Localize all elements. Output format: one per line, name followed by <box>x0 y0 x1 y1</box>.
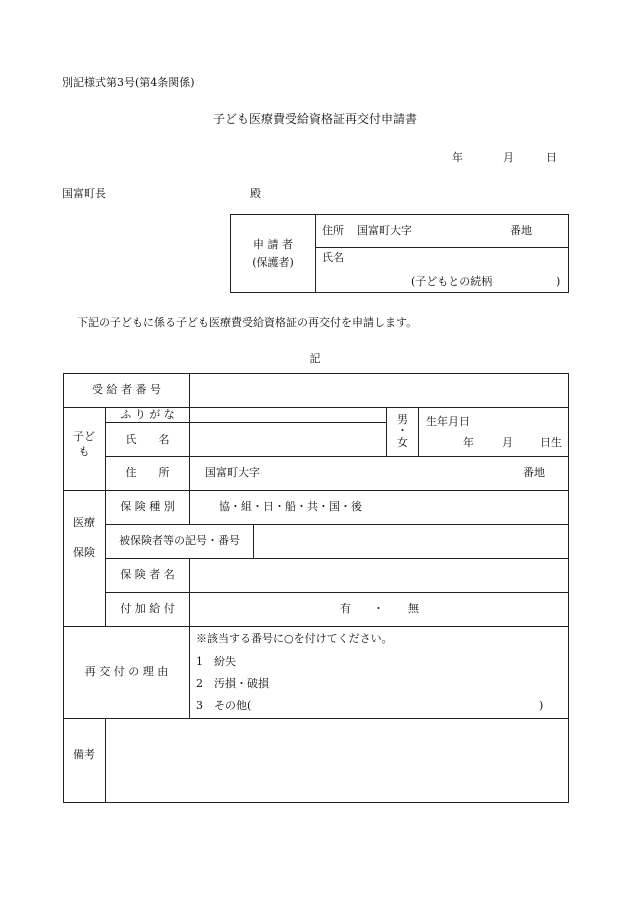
insured-symbol-label: 被保険者等の記号・番号 <box>119 534 240 547</box>
supplementary-no: 無 <box>408 602 419 615</box>
date-month: 月 <box>503 151 514 164</box>
birthdate-label: 生年月日 <box>426 415 470 428</box>
form-number: 別記様式第3号(第4条関係) <box>62 76 195 89</box>
ki-heading: 記 <box>309 352 321 365</box>
child-name-label: 氏 名 <box>125 433 170 446</box>
applicant-name-label: 氏名 <box>322 251 344 264</box>
applicant-sublabel: (保護者) <box>252 256 294 269</box>
insurer-name-label: 保 険 者 名 <box>120 568 175 581</box>
insurance-type-label: 保 険 種 別 <box>120 500 175 513</box>
gender-dot: ・ <box>397 424 408 437</box>
remarks-label: 備考 <box>73 748 95 761</box>
applicant-address-label: 住所 <box>322 224 344 237</box>
date-day: 日 <box>546 151 557 164</box>
reason-option-2: 2 汚損・破損 <box>196 677 269 690</box>
gender-female: 女 <box>397 436 408 449</box>
applicant-relation-close: ) <box>556 275 561 288</box>
applicant-address-suffix: 番地 <box>510 224 532 237</box>
supplementary-yes: 有 <box>340 602 351 615</box>
child-address-suffix: 番地 <box>523 466 545 479</box>
reason-instruction: ※該当する番号に○を付けてください。 <box>196 632 393 645</box>
insurance-group-label: 医療保険 <box>73 516 95 559</box>
insurance-type-options: 協・組・日・船・共・国・後 <box>219 500 362 513</box>
reason-option-3: 3 その他( <box>196 699 252 712</box>
gender-male: 男 <box>397 413 408 426</box>
reason-option-1: 1 紛失 <box>196 655 236 668</box>
birth-day: 日生 <box>540 436 562 449</box>
applicant-address-prefix: 国富町大字 <box>357 224 412 237</box>
recipient-number-label: 受 給 者 番 号 <box>92 383 161 396</box>
child-address-prefix: 国富町大字 <box>205 466 260 479</box>
form-title: 子ども医療費受給資格証再交付申請書 <box>212 112 417 126</box>
supplementary-benefit-label: 付 加 給 付 <box>120 602 175 615</box>
furigana-label: ふ り が な <box>120 408 175 421</box>
reason-option-3-close: ) <box>539 699 544 712</box>
honorific: 殿 <box>250 187 261 200</box>
reason-label: 再 交 付 の 理 由 <box>84 665 169 678</box>
child-group-label: 子ども <box>73 430 95 458</box>
supplementary-dot: ・ <box>373 602 384 615</box>
date-year: 年 <box>452 151 463 164</box>
applicant-label: 申 請 者 <box>253 238 293 251</box>
child-address-label: 住 所 <box>125 466 170 479</box>
applicant-relation-open: (子どもとの続柄 <box>411 275 493 288</box>
birth-year: 年 <box>463 436 474 449</box>
statement: 下記の子どもに係る子ども医療費受給資格証の再交付を申請します。 <box>77 316 418 329</box>
birth-month: 月 <box>502 436 513 449</box>
addressee: 国富町長 <box>62 187 106 200</box>
